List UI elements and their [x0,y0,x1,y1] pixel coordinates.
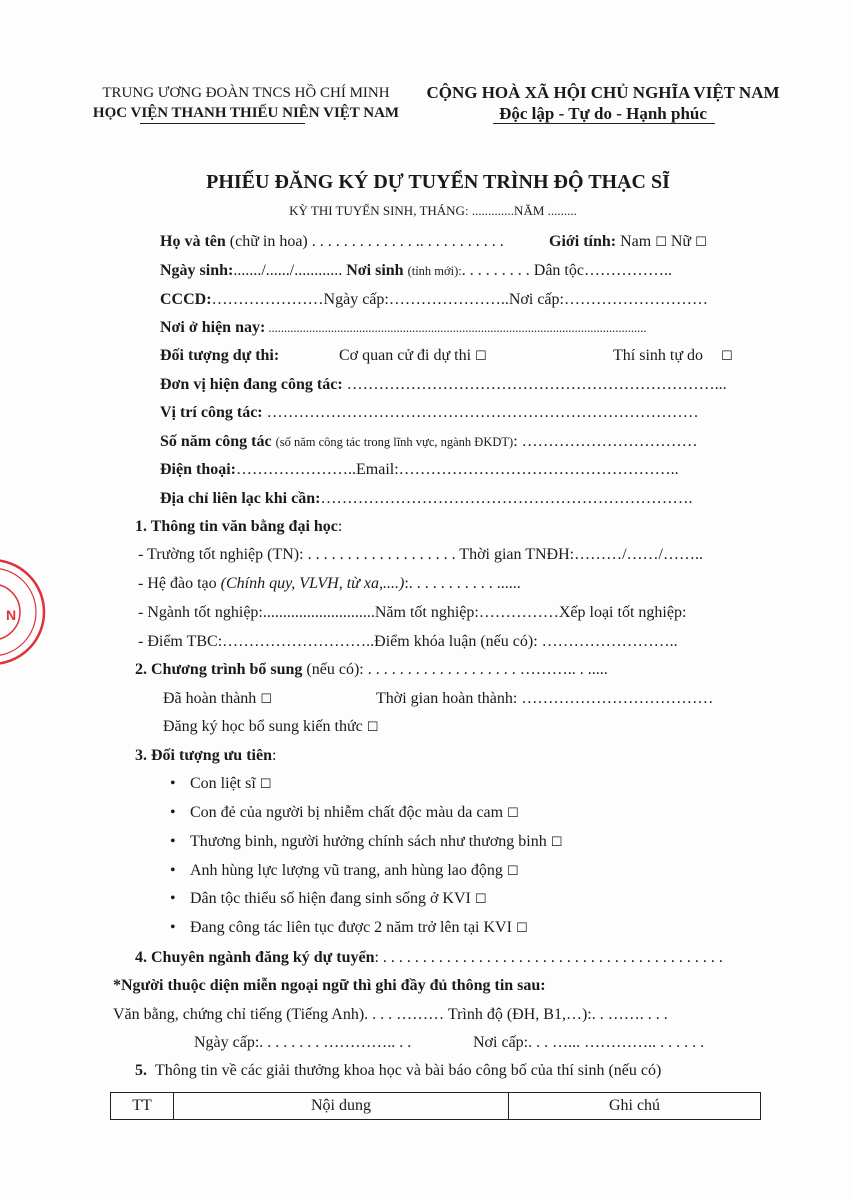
free-candidate-label: Thí sinh tự do [613,347,704,364]
male-checkbox[interactable]: ☐ [655,235,667,250]
completed-row [163,690,272,709]
years-row [160,433,698,451]
header-tt: TT [111,1093,174,1120]
bullet-icon: • [170,919,176,936]
free-candidate-checkbox[interactable]: ☐ [721,349,733,364]
section3-title: 3. Đối tượng ưu tiên [135,747,272,764]
candidate-type-label: Đối tượng dự thi: [160,347,280,364]
years-label: Số năm công tác [160,433,272,450]
training-field[interactable]: :. . . . . . . . . . . ...... [404,575,521,592]
section3-colon: : [271,747,277,764]
completed-checkbox[interactable]: ☐ [260,692,272,707]
priority-item-checkbox[interactable]: ☐ [259,777,272,792]
bullet-icon: • [170,862,176,879]
national-title: CỘNG HOÀ XÃ HỘI CHỦ NGHĨA VIỆT NAM [426,83,780,102]
section1-colon: : [337,518,343,535]
section1-title: 1. Thông tin văn bằng đại học [135,518,338,535]
organization-parent: TRUNG ƯƠNG ĐOÀN TNCS HỒ CHÍ MINH [102,85,390,101]
university-row[interactable]: - Trường tốt nghiệp (TN): . . . . . . . . . . . . . . . . . . . Thời gian TNĐH:………/……/…….. [138,546,703,563]
section5-heading [135,1062,661,1080]
header-right-underline [493,123,715,124]
register-row [163,718,378,737]
priority-item-checkbox[interactable]: ☐ [474,892,487,907]
priority-item-checkbox[interactable]: ☐ [506,864,519,879]
priority-item-label: Anh hùng lực lượng vũ trang, anh hùng lao động [190,862,503,879]
priority-item [170,890,487,909]
priority-item-checkbox[interactable]: ☐ [515,921,528,936]
female-label: Nữ [670,233,692,250]
language-cert-field[interactable]: Văn bằng, chứng chỉ tiếng (Tiếng Anh). . . . ……… Trình độ (ĐH, B1,…):. . ……. . . . [113,1006,668,1023]
cert-issue-place-field[interactable]: Nơi cấp:. . . …... ………….. . . . . . . [473,1034,705,1051]
gender-label: Giới tính: [549,233,617,250]
name-label: Họ và tên [160,233,226,250]
dob-label: Ngày sinh: [160,262,234,279]
address-field[interactable]: ......................................................................................................................... [265,321,647,335]
priority-item [170,862,519,881]
register-label: Đăng ký học bổ sung kiến thức [163,718,363,735]
section2-field[interactable]: (nếu có): . . . . . . . . . . . . . . . . . . . ……….. . ..... [302,661,608,678]
name-row [160,233,504,251]
section2-heading [135,661,608,679]
completion-time-field[interactable]: Thời gian hoàn thành: ……………………………… [376,690,714,707]
organization-name: HỌC VIỆN THANH THIẾU NIÊN VIỆT NAM [92,105,400,121]
major-row[interactable]: - Ngành tốt nghiệp:............................Năm tốt nghiệp:……………Xếp loại tốt nghiệp: [138,604,687,621]
gpa-row[interactable]: - Điểm TBC:………………………..Điểm khóa luận (nếu có): …………………….. [138,633,678,650]
completed-label: Đã hoàn thành [163,690,257,707]
female-checkbox[interactable]: ☐ [695,235,707,250]
major-applied-field[interactable]: : . . . . . . . . . . . . . . . . . . . . . . . . . . . . . . . . . . . . . . . . . . . [374,949,723,966]
birth-row [160,262,672,280]
position-row [160,404,699,422]
national-motto: Độc lập - Tự do - Hạnh phúc [499,104,707,123]
dob-field[interactable]: ......./....../............ [233,262,347,279]
section1-heading [135,518,342,536]
id-field[interactable]: …………………Ngày cấp:…………………..Nơi cấp:……………………… [211,291,708,308]
awards-table [110,1092,761,1120]
bullet-icon: • [170,804,176,821]
header-left [80,83,412,123]
name-hint: (chữ in hoa) [229,233,308,250]
priority-item [170,833,562,852]
position-field[interactable]: ……………………………………………………………………… [262,404,699,421]
id-row [160,291,708,309]
table-header-row [111,1093,761,1120]
contact-label: Địa chỉ liên lạc khi cần: [160,490,321,507]
address-label: Nơi ở hiện nay: [160,319,266,336]
priority-item-checkbox[interactable]: ☐ [507,806,519,821]
workplace-field[interactable]: ……………………………………………………………... [342,376,727,393]
pob-ethnicity-field[interactable]: . . . . . . . . . Dân tộc…………….. [461,262,672,279]
years-hint: (số năm công tác trong lĩnh vực, ngành ĐKDT) [275,435,514,449]
training-row [138,575,521,593]
id-label: CCCD: [160,291,212,308]
red-seal-stamp [0,540,60,690]
header-note: Ghi chú [509,1093,761,1120]
address-row [160,319,745,337]
priority-item-label: Thương binh, người hưởng chính sách như thương binh [190,833,547,850]
priority-item-checkbox[interactable]: ☐ [550,835,563,850]
priority-item-label: Dân tộc thiểu số hiện đang sinh sống ở KVI [190,890,471,907]
section4-heading [135,949,723,967]
pob-hint: (tỉnh mới): [407,264,462,278]
years-field[interactable]: : …………………………… [513,433,698,450]
header-left-underline [140,123,305,124]
header-content: Nội dung [174,1093,509,1120]
candidate-opt1 [339,347,487,366]
bullet-icon: • [170,833,176,850]
section2-title: 2. Chương trình bổ sung [135,661,303,678]
candidate-opt2 [613,347,733,366]
bullet-icon: • [170,775,176,792]
language-exempt-note: *Người thuộc diện miễn ngoại ngữ thì ghi đầy đủ thông tin sau: [113,977,546,994]
section3-heading [135,747,276,765]
name-field[interactable]: . . . . . . . . . . . . . .. . . . . . . . . . . [307,233,504,250]
training-label: - Hệ đào tạo [138,575,221,592]
phone-row [160,461,679,479]
male-label: Nam [620,233,652,250]
workplace-label: Đơn vị hiện đang công tác: [160,376,343,393]
section4-title: 4. Chuyên ngành đăng ký dự tuyển [135,949,375,966]
pob-label: Nơi sinh [346,262,404,279]
gender-group [549,233,707,252]
contact-row [160,490,692,508]
register-checkbox[interactable]: ☐ [366,720,379,735]
priority-item-label: Đang công tác liên tục được 2 năm trở lên tại KVI [190,919,512,936]
phone-email-field[interactable]: …………………..Email:…………………………………………….. [236,461,679,478]
priority-item [170,919,528,938]
priority-item [170,775,271,794]
contact-field[interactable]: ……………………………………………………………. [320,490,693,507]
cert-issue-date-field[interactable]: Ngày cấp:. . . . . . . . ………….. . . [194,1034,412,1051]
section5-title: Thông tin về các giải thưởng khoa học và bài báo công bố của thí sinh (nếu có) [155,1062,662,1079]
phone-label: Điện thoại: [160,461,236,478]
priority-item-label: Con liệt sĩ [190,775,256,792]
position-label: Vị trí công tác: [160,404,263,421]
bullet-icon: • [170,890,176,907]
form-subtitle: KỲ THI TUYỂN SINH, THÁNG: .............NĂM ......... [289,203,577,218]
priority-item-label: Con đẻ của người bị nhiễm chất độc màu da cam [190,804,504,821]
form-title: PHIẾU ĐĂNG KÝ DỰ TUYỂN TRÌNH ĐỘ THẠC SĨ [206,171,670,193]
svg-text:N: N [6,607,17,623]
section5-number: 5. [135,1062,147,1079]
sent-by-agency-checkbox[interactable]: ☐ [475,349,487,364]
priority-item [170,804,519,823]
sent-by-agency-label: Cơ quan cử đi dự thi [339,347,472,364]
training-hint: (Chính quy, VLVH, từ xa,....) [220,575,405,592]
header-right [412,82,794,124]
candidate-type-row [160,347,279,365]
workplace-row [160,376,727,394]
